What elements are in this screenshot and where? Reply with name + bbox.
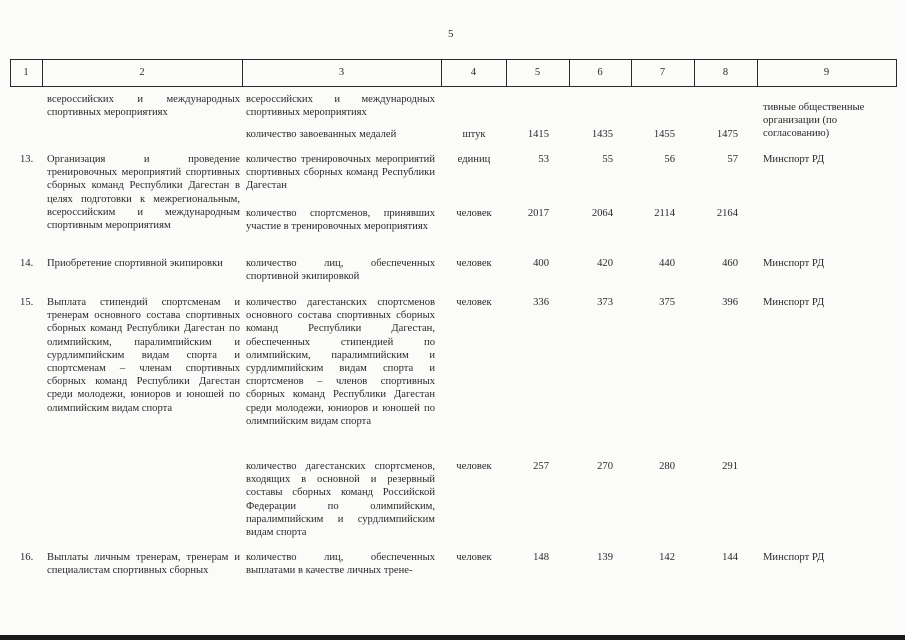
header-col-3: 3 [338,67,345,78]
row-13-activity: Организация и проведение тренировочных мероприятий спортивных сборных команд Республики Дагестан в целях подготовки к межрегиональным, всероссийским и международным спортивным мероприятиям [47,154,240,232]
page-number: 5 [448,28,454,40]
row-cont-value-8: 1475 [716,129,738,140]
row-13-executor: Минспорт РД [763,154,825,165]
row-13-value-7: 56 [664,154,675,165]
row-15-value-7b: 280 [659,461,675,472]
row-13-value-5: 53 [538,154,549,165]
row-cont-value-5: 1415 [527,129,549,140]
header-top-border [10,59,897,60]
row-15-value-6b: 270 [597,461,613,472]
row-16-activity: Выплаты личным тренерам, тренерам и специалистам спортивных сборных [47,552,240,577]
row-16-value-8: 144 [722,552,738,563]
row-14-value-6: 420 [597,258,613,269]
row-15-value-7: 375 [659,297,675,308]
header-col-2: 2 [139,67,145,78]
row-13-unit-2: человек [456,208,492,219]
row-14-number: 14. [20,258,34,269]
row-15-value-5b: 257 [533,461,549,472]
row-15-unit-2: человек [456,461,492,472]
row-16-executor: Минспорт РД [763,552,825,563]
header-col-1: 1 [23,67,29,78]
row-cont-executor: тивные общественные организации (по согласованию) [763,102,865,140]
row-14-indicator: количество лиц, обеспеченных спортивной экипировкой [246,258,435,283]
row-16-value-5: 148 [533,552,549,563]
header-col-8: 8 [722,67,729,78]
row-14-value-5: 400 [533,258,549,269]
row-13-value-8b: 2164 [716,208,738,219]
row-14-unit: человек [456,258,492,269]
row-15-value-5: 336 [533,297,549,308]
row-16-unit: человек [456,552,492,563]
header-divider [896,59,897,87]
row-13-number: 13. [20,154,34,165]
row-cont-value-7: 1455 [653,129,675,140]
header-col-7: 7 [659,67,666,78]
row-cont-value-6: 1435 [591,129,613,140]
row-15-value-8: 396 [722,297,738,308]
row-16-value-7: 142 [659,552,675,563]
row-13-value-5b: 2017 [527,208,549,219]
header-col-6: 6 [597,67,603,78]
row-cont-indicator: всероссийских и международных спортивных мероприятиях [246,94,435,119]
row-cont-activity: всероссийских и международных спортивных мероприятиях [47,94,240,119]
row-15-indicator-2: количество дагестанских спортсменов, входящих в основной и резервный составы сборных команд Российской Федерации по олимпийским, паралимпийским и сурдлимпийским видам спорта [246,461,435,539]
row-15-executor: Минспорт РД [763,297,825,308]
header-col-5: 5 [534,67,541,78]
row-14-executor: Минспорт РД [763,258,825,269]
row-15-number: 15. [20,297,34,308]
row-13-indicator-2: количество спортсменов, принявших участие в тренировочных мероприятиях [246,208,435,233]
row-16-indicator: количество лиц, обеспеченных выплатами в качестве личных трене- [246,552,435,577]
row-15-indicator-1: количество дагестанских спортсменов основного состава спортивных сборных команд Республики Дагестан, обеспеченных стипендией по олимпийским, паралимпийским и сурдлимпийским видам спорта и спортсменов – членов спортивных сборных команд Республики Дагестан среди молодежи, юниоров и юношей по олимпийским видам спорта [246,297,435,427]
row-16-number: 16. [20,552,34,563]
row-14-value-7: 440 [659,258,675,269]
row-13-value-8: 57 [727,154,738,165]
row-14-activity: Приобретение спортивной экипировки [47,258,223,269]
row-13-unit-1: единиц [457,154,491,165]
row-15-unit-1: человек [456,297,492,308]
row-15-activity: Выплата стипендий спортсменам и тренерам основного состава спортивных сборных команд Республики Дагестан по олимпийским, паралимпийским и сурдлимпийским видам спорта и спортсменам – членам спортивных сборных команд Республики Дагестан среди молодежи, юниоров и юношей по олимпийским видам спорта [47,297,240,414]
row-16-value-6: 139 [597,552,613,563]
row-13-value-6b: 2064 [591,208,613,219]
header-col-9: 9 [823,67,830,78]
row-13-value-6: 55 [602,154,613,165]
row-13-value-7b: 2114 [654,208,675,219]
row-13-indicator-1: количество тренировочных мероприятий спортивных сборных команд Республики Дагестан [246,154,435,192]
row-14-value-8: 460 [722,258,738,269]
scan-bottom-edge [0,635,905,640]
row-15-value-8b: 291 [722,461,738,472]
row-cont-indicator-2: количество завоеванных медалей [246,129,397,140]
header-col-4: 4 [470,67,477,78]
row-15-value-6: 373 [597,297,613,308]
header-bottom-border [10,86,897,87]
row-cont-unit: штук [462,129,486,140]
